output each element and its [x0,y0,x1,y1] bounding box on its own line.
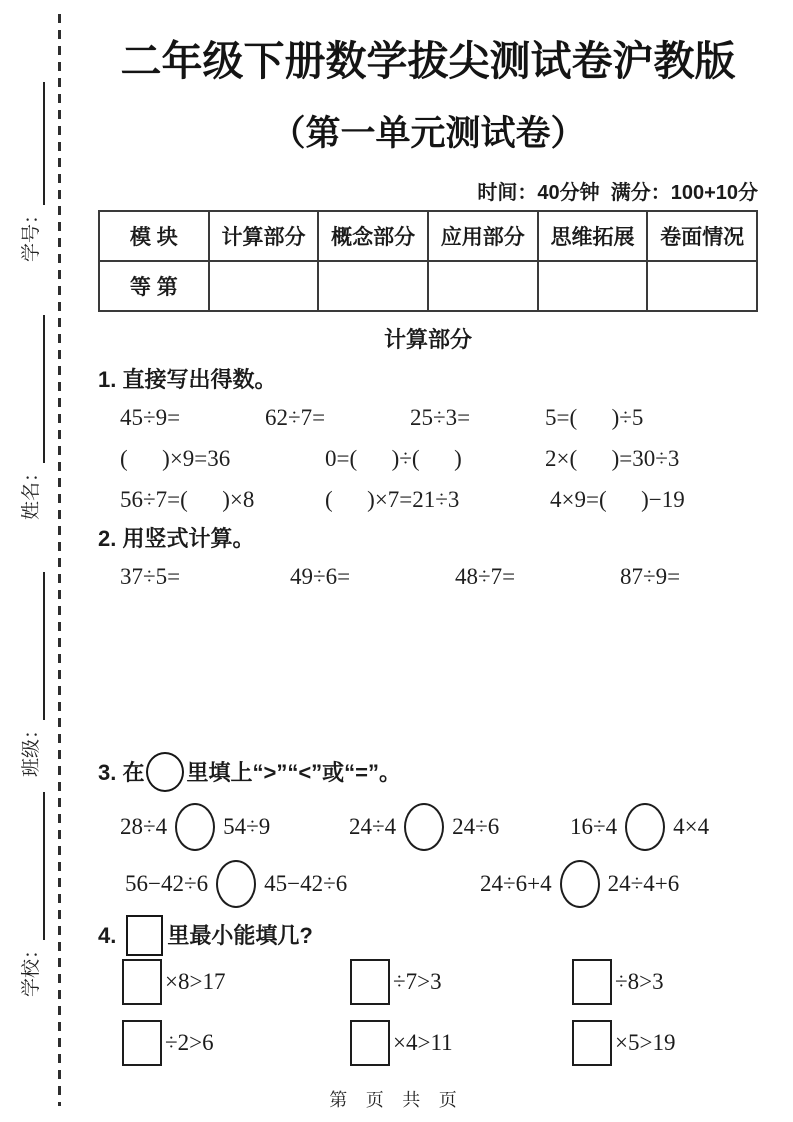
square-blank-icon [122,1020,162,1066]
comparison-circle-icon [216,860,256,908]
score-table-header-row [99,211,757,261]
grade-cell [428,261,538,311]
math-expression: 56÷7=( )×8 [120,487,255,513]
square-blank-icon [122,959,162,1005]
math-expression: ( )×7=21÷3 [325,487,460,513]
math-expression: ( )×9=36 [120,446,231,472]
square-blank-icon [572,1020,612,1066]
expression-left: 24÷6+4 [480,871,552,897]
square-blank-icon [572,959,612,1005]
fill-blank-item [122,959,225,1005]
comparison-group [120,803,270,851]
comparison-group [570,803,709,851]
q3-title [98,749,758,795]
q2-row [98,563,758,591]
q1-row-1 [98,404,758,432]
comparison-circle-icon [560,860,600,908]
expression-right: ×5>19 [615,1030,676,1056]
score-col-application: 应用部分 [428,211,538,261]
score-table-grade-row [99,261,757,311]
math-expression: 45÷9= [120,405,181,431]
fill-blank-item [350,1020,453,1066]
q4-title-suffix: 里最小能填几? [167,922,313,948]
expression-right: 24÷6 [452,814,500,840]
q3-row-1 [98,803,758,851]
q1-title: 1. 直接写出得数。 [98,367,277,393]
math-expression: 25÷3= [410,405,471,431]
sidebar-field-name [15,310,45,520]
math-expression: 2×( )=30÷3 [545,446,680,472]
square-blank-icon [350,959,390,1005]
expression-left: 56−42÷6 [125,871,209,897]
score-col-presentation: 卷面情况 [647,211,757,261]
section-title: 计算部分 [383,327,472,353]
paper-body [98,0,758,1066]
comparison-circle-icon [404,803,444,851]
fill-blank-item [122,1020,214,1066]
q4-row-1 [98,959,758,1005]
score-col-calculation: 计算部分 [209,211,319,261]
name-blank-line [19,315,45,463]
math-expression: 37÷5= [120,564,181,590]
page-subtitle: （第一单元测试卷） [270,114,586,154]
page-footer: 第 页 共 页 [329,1090,464,1110]
grade-cell [538,261,648,311]
fill-blank-item [572,1020,675,1066]
expression-right: 24÷4+6 [607,871,680,897]
comparison-circle-icon [625,803,665,851]
grade-cell [209,261,319,311]
comparison-group [125,860,347,908]
square-blank-icon [126,915,163,956]
expression-right: ÷8>3 [615,969,664,995]
score-col-module: 模 块 [99,211,209,261]
vertical-calc-workspace [98,591,758,749]
grade-cell [647,261,757,311]
expression-right: ÷2>6 [165,1030,214,1056]
sidebar-field-class [15,567,45,777]
grade-cell [318,261,428,311]
q2-title: 2. 用竖式计算。 [98,526,255,552]
score-col-concept: 概念部分 [318,211,428,261]
expression-left: 16÷4 [570,814,618,840]
expression-right: ×8>17 [165,969,226,995]
comparison-circle-icon [146,752,184,792]
comparison-circle-icon [175,803,215,851]
q4-title [98,913,758,957]
q1-row-2 [98,445,758,473]
student-no-label: 学号： [21,204,42,262]
school-blank-line [19,792,45,940]
math-expression: 48÷7= [455,564,516,590]
q3-row-2 [98,860,758,908]
class-label: 班级： [21,719,42,777]
math-expression: 0=( )÷( ) [325,446,462,472]
score-table [98,210,758,312]
exam-meta: 时间：40分钟 满分：100+10分 [477,182,758,205]
math-expression: 49÷6= [290,564,351,590]
class-blank-line [19,572,45,720]
expression-right: ÷7>3 [393,969,442,995]
fill-blank-item [350,959,442,1005]
comparison-group [480,860,679,908]
binding-dashed-line [58,14,61,1106]
math-expression: 62÷7= [265,405,326,431]
q1-row-3 [98,486,758,514]
comparison-group [349,803,499,851]
grade-row-label: 等 第 [99,261,209,311]
name-label: 姓名： [21,462,42,520]
expression-right: 45−42÷6 [264,871,348,897]
square-blank-icon [350,1020,390,1066]
q3-title-prefix: 3. 在 [98,759,145,785]
expression-right: 4×4 [673,814,710,840]
q4-title-prefix: 4. [98,922,117,948]
sidebar-field-student-no [15,82,45,262]
expression-left: 28÷4 [120,814,168,840]
score-col-thinking: 思维拓展 [538,211,648,261]
fill-blank-item [572,959,664,1005]
school-label: 学校： [21,939,42,997]
page-title: 二年级下册数学拔尖测试卷沪教版 [120,38,736,84]
q3-title-suffix: 里填上“>”“<”或“=”。 [186,759,402,785]
math-expression: 4×9=( )−19 [550,487,685,513]
sidebar-field-school [15,787,45,997]
math-expression: 87÷9= [620,564,681,590]
math-expression: 5=( )÷5 [545,405,644,431]
expression-left: 24÷4 [349,814,397,840]
expression-right: 54÷9 [223,814,271,840]
student-no-blank-line [19,82,45,205]
q4-row-2 [98,1020,758,1066]
expression-right: ×4>11 [393,1030,453,1056]
